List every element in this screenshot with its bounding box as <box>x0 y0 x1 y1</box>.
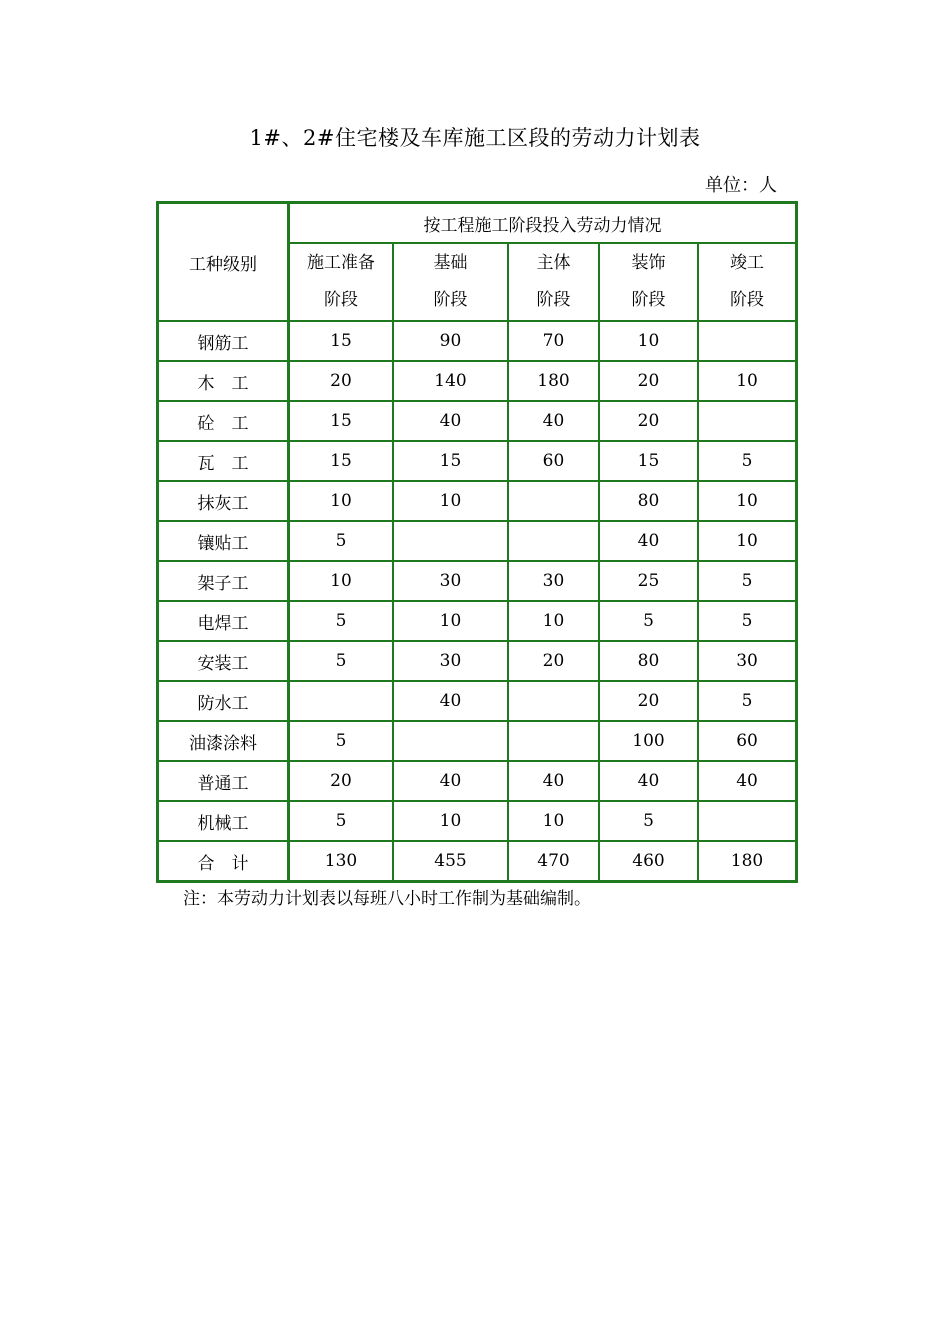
value-cell: 10 <box>599 321 698 361</box>
column-header-line: 阶段 <box>324 290 358 310</box>
value-cell: 5 <box>698 441 796 481</box>
value-cell: 10 <box>393 481 508 521</box>
column-header-line: 阶段 <box>631 290 666 310</box>
trade-name-cell: 钢筋工 <box>158 321 288 361</box>
table-row <box>158 801 796 841</box>
value-cell: 10 <box>698 481 796 521</box>
value-cell: 455 <box>393 841 508 881</box>
value-cell <box>288 681 393 721</box>
table-note: 注：本劳动力计划表以每班八小时工作制为基础编制。 <box>183 889 591 909</box>
value-cell: 40 <box>599 761 698 801</box>
value-cell: 470 <box>508 841 599 881</box>
value-cell: 40 <box>393 401 508 441</box>
table-row <box>158 321 796 361</box>
column-header-line: 阶段 <box>433 290 468 310</box>
column-header-line: 基础 <box>433 253 468 273</box>
column-header-decoration <box>599 243 698 321</box>
value-cell <box>698 321 796 361</box>
trade-name-cell: 防水工 <box>158 681 288 721</box>
unit-label: 单位：人 <box>705 175 777 196</box>
value-cell: 80 <box>599 481 698 521</box>
value-cell: 10 <box>508 801 599 841</box>
value-cell: 40 <box>508 401 599 441</box>
value-cell: 60 <box>698 721 796 761</box>
column-header-main <box>508 243 599 321</box>
column-header-prep <box>288 243 393 321</box>
value-cell: 40 <box>508 761 599 801</box>
value-cell: 5 <box>288 601 393 641</box>
column-header-line: 装饰 <box>631 253 666 273</box>
value-cell: 10 <box>508 601 599 641</box>
value-cell <box>393 521 508 561</box>
value-cell: 5 <box>698 561 796 601</box>
value-cell: 180 <box>508 361 599 401</box>
trade-name-cell: 砼 工 <box>158 401 288 441</box>
value-cell: 130 <box>288 841 393 881</box>
value-cell <box>508 521 599 561</box>
value-cell: 5 <box>698 601 796 641</box>
value-cell: 460 <box>599 841 698 881</box>
table-row <box>158 681 796 721</box>
table-row <box>158 401 796 441</box>
trade-name-cell: 镶贴工 <box>158 521 288 561</box>
value-cell: 10 <box>698 521 796 561</box>
value-cell: 100 <box>599 721 698 761</box>
table-row <box>158 761 796 801</box>
value-cell: 80 <box>599 641 698 681</box>
column-header-line: 阶段 <box>730 290 765 310</box>
value-cell: 180 <box>698 841 796 881</box>
table-row <box>158 721 796 761</box>
column-header-line: 施工准备 <box>307 253 375 273</box>
value-cell: 20 <box>508 641 599 681</box>
value-cell: 20 <box>288 761 393 801</box>
value-cell <box>508 481 599 521</box>
value-cell <box>393 721 508 761</box>
table-row <box>158 601 796 641</box>
table-row <box>158 521 796 561</box>
labor-plan-table-container <box>156 201 794 883</box>
trade-name-cell: 普通工 <box>158 761 288 801</box>
column-header-line: 主体 <box>536 253 571 273</box>
table-row <box>158 361 796 401</box>
value-cell <box>698 801 796 841</box>
trade-name-cell: 架子工 <box>158 561 288 601</box>
table-row <box>158 481 796 521</box>
value-cell: 5 <box>698 681 796 721</box>
value-cell <box>508 721 599 761</box>
value-cell: 5 <box>288 801 393 841</box>
value-cell: 5 <box>288 641 393 681</box>
value-cell: 70 <box>508 321 599 361</box>
value-cell: 10 <box>393 801 508 841</box>
value-cell: 5 <box>599 801 698 841</box>
value-cell: 5 <box>599 601 698 641</box>
value-cell: 10 <box>288 561 393 601</box>
column-header-foundation <box>393 243 508 321</box>
value-cell: 5 <box>288 721 393 761</box>
value-cell: 20 <box>599 401 698 441</box>
table-row <box>158 561 796 601</box>
table-row <box>158 641 796 681</box>
value-cell: 20 <box>599 361 698 401</box>
value-cell: 20 <box>288 361 393 401</box>
trade-name-cell: 安装工 <box>158 641 288 681</box>
value-cell: 15 <box>393 441 508 481</box>
value-cell: 20 <box>599 681 698 721</box>
value-cell: 15 <box>288 321 393 361</box>
trade-name-cell: 木 工 <box>158 361 288 401</box>
value-cell: 60 <box>508 441 599 481</box>
group-header-cell: 按工程施工阶段投入劳动力情况 <box>288 203 796 243</box>
value-cell: 15 <box>288 441 393 481</box>
trade-name-cell: 油漆涂料 <box>158 721 288 761</box>
column-header-line: 阶段 <box>536 290 571 310</box>
value-cell: 30 <box>698 641 796 681</box>
trade-name-cell: 机械工 <box>158 801 288 841</box>
value-cell: 10 <box>288 481 393 521</box>
value-cell: 30 <box>508 561 599 601</box>
column-header-line: 竣工 <box>730 253 765 273</box>
value-cell: 10 <box>698 361 796 401</box>
document-title: 1#、2#住宅楼及车库施工区段的劳动力计划表 <box>249 126 701 150</box>
value-cell: 30 <box>393 641 508 681</box>
trade-name-cell: 电焊工 <box>158 601 288 641</box>
value-cell: 10 <box>393 601 508 641</box>
table-row <box>158 841 796 881</box>
value-cell: 140 <box>393 361 508 401</box>
value-cell: 30 <box>393 561 508 601</box>
value-cell: 40 <box>698 761 796 801</box>
value-cell: 15 <box>288 401 393 441</box>
header-row-group <box>158 203 796 243</box>
column-header-completion <box>698 243 796 321</box>
value-cell: 40 <box>393 681 508 721</box>
trade-name-cell: 抹灰工 <box>158 481 288 521</box>
labor-plan-table <box>156 201 798 883</box>
value-cell <box>698 401 796 441</box>
value-cell: 5 <box>288 521 393 561</box>
value-cell <box>508 681 599 721</box>
trade-name-cell: 合 计 <box>158 841 288 881</box>
table-row <box>158 441 796 481</box>
value-cell: 15 <box>599 441 698 481</box>
value-cell: 40 <box>393 761 508 801</box>
value-cell: 25 <box>599 561 698 601</box>
trade-name-cell: 瓦 工 <box>158 441 288 481</box>
value-cell: 40 <box>599 521 698 561</box>
value-cell: 90 <box>393 321 508 361</box>
row-header-cell: 工种级别 <box>158 203 288 321</box>
